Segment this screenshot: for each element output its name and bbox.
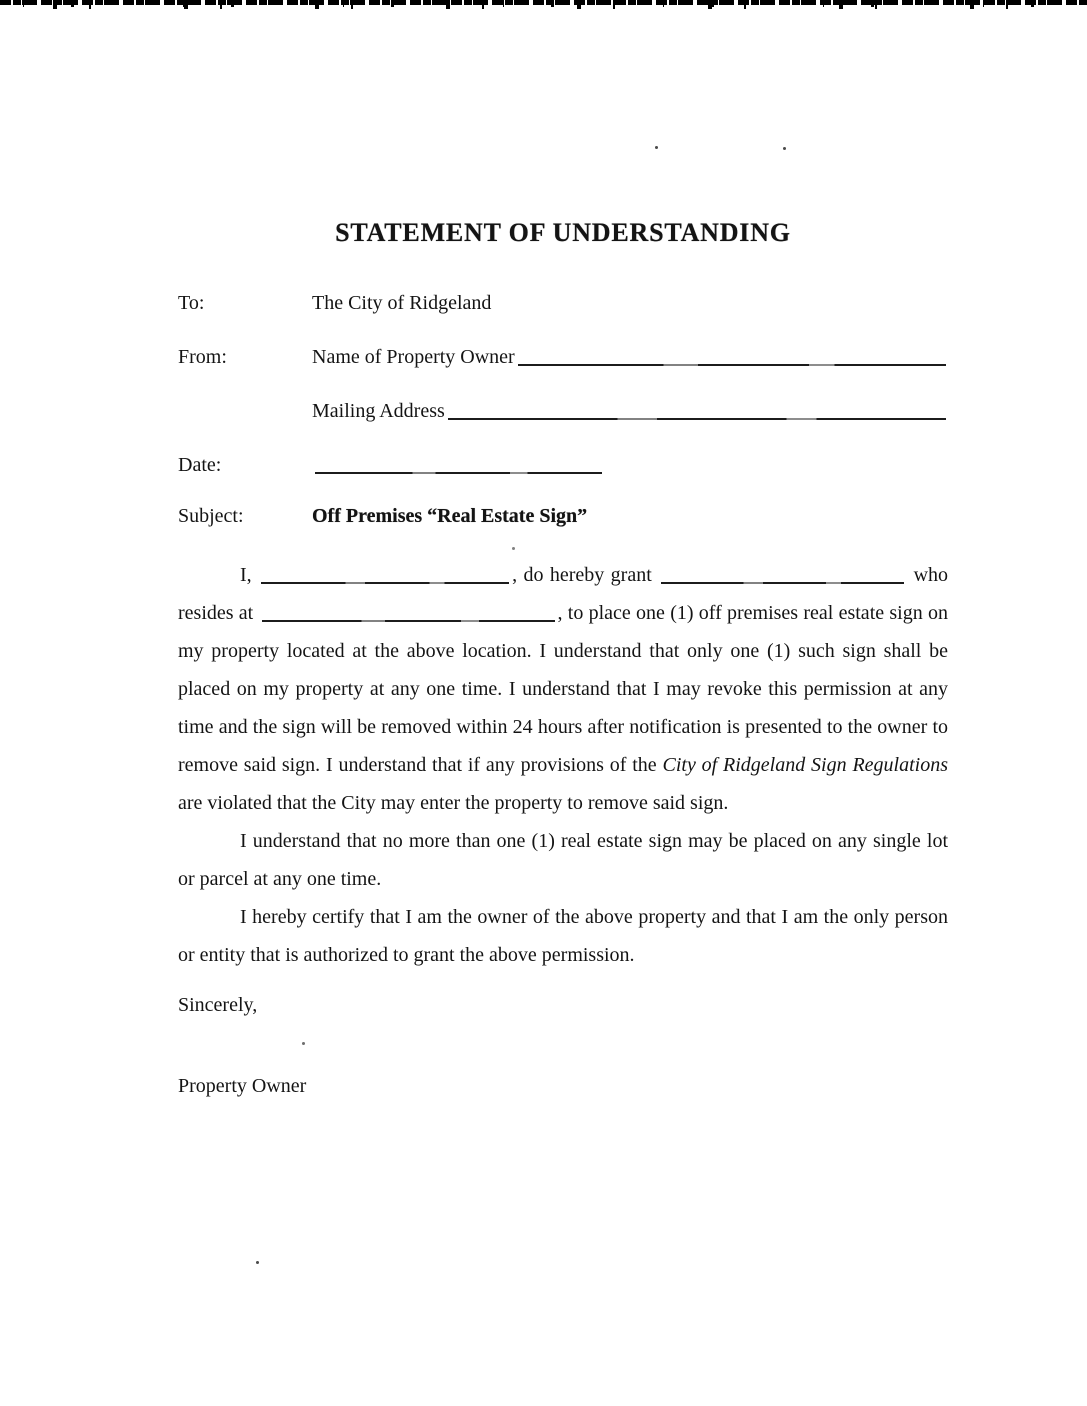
from-field-row bbox=[178, 343, 948, 369]
grantor-name-blank bbox=[261, 564, 509, 584]
grant-continuation: , to place one (1) off premises real estate sign on my property located at the above location. I understand that only one (1) such sign shall be placed on my property at any one time. I understand that I may revoke this permission at any time and the sign will be removed within 24 hours after notification is presented to the owner to remove said sign. I understand that if any provisions of the bbox=[178, 602, 948, 776]
to-value: The City of Ridgeland bbox=[312, 292, 492, 314]
date-field-row bbox=[178, 451, 948, 477]
grant-resides: who resides at bbox=[178, 564, 949, 624]
document-title: STATEMENT OF UNDERSTANDING bbox=[335, 218, 791, 247]
letter-header bbox=[178, 292, 948, 528]
letter-body bbox=[178, 556, 948, 974]
mailing-address-row bbox=[178, 397, 948, 423]
grant-lead: I, bbox=[240, 564, 252, 586]
grant-paragraph bbox=[178, 556, 948, 822]
grantee-name-blank bbox=[661, 564, 904, 584]
grant-after-grantor: , do hereby grant bbox=[512, 564, 652, 586]
date-label: Date: bbox=[178, 454, 222, 476]
certification-paragraph: I hereby certify that I am the owner of the above property and that I am the only person or entity that is authorized to grant the above permission. bbox=[178, 906, 948, 966]
property-owner-name-blank bbox=[518, 346, 946, 366]
mailing-address-blank bbox=[448, 400, 946, 420]
closing: Sincerely, bbox=[178, 994, 258, 1016]
subject-label: Subject: bbox=[178, 505, 244, 527]
single-sign-paragraph: I understand that no more than one (1) real estate sign may be placed on any single lot or parcel at any one time. bbox=[178, 830, 948, 890]
property-owner-name-label: Name of Property Owner bbox=[312, 346, 515, 368]
mailing-address-label: Mailing Address bbox=[312, 400, 445, 422]
sign-regulations-title: City of Ridgeland Sign Regulations bbox=[662, 754, 948, 776]
scan-speck bbox=[256, 1261, 259, 1264]
subject-field-row bbox=[178, 505, 948, 528]
from-label: From: bbox=[178, 346, 227, 368]
to-label: To: bbox=[178, 292, 205, 314]
letter-content bbox=[178, 0, 948, 1098]
grant-tail: are violated that the City may enter the property to remove said sign. bbox=[178, 792, 729, 814]
subject-value: Off Premises “Real Estate Sign” bbox=[312, 505, 588, 527]
date-blank bbox=[315, 454, 602, 474]
residence-address-blank bbox=[262, 602, 555, 622]
to-field-row bbox=[178, 292, 948, 315]
signature-label: Property Owner bbox=[178, 1075, 307, 1097]
